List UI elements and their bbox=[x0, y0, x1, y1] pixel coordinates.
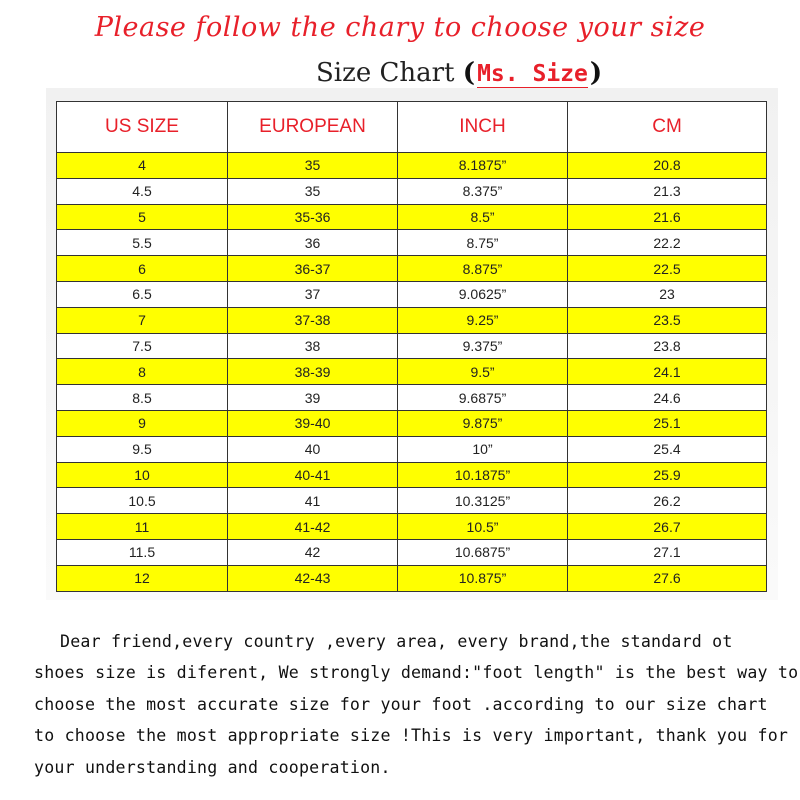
table-header-row bbox=[57, 102, 767, 153]
cell-cm: 21.3 bbox=[568, 178, 767, 204]
cell-cm: 25.9 bbox=[568, 462, 767, 488]
table-row bbox=[57, 333, 767, 359]
table-row bbox=[57, 565, 767, 591]
table-row bbox=[57, 281, 767, 307]
cell-inch: 9.6875” bbox=[398, 385, 568, 411]
chart-title-open-paren: ( bbox=[462, 58, 476, 88]
chart-title bbox=[316, 58, 602, 88]
cell-european: 35 bbox=[228, 153, 398, 179]
cell-european: 36 bbox=[228, 230, 398, 256]
cell-us-size: 8 bbox=[57, 359, 228, 385]
cell-cm: 22.2 bbox=[568, 230, 767, 256]
table-row bbox=[57, 230, 767, 256]
cell-european: 35-36 bbox=[228, 204, 398, 230]
table-row bbox=[57, 153, 767, 179]
cell-us-size: 10 bbox=[57, 462, 228, 488]
table-row bbox=[57, 385, 767, 411]
table-row bbox=[57, 462, 767, 488]
chart-title-close-paren: ) bbox=[589, 58, 603, 88]
cell-cm: 21.6 bbox=[568, 204, 767, 230]
table-row bbox=[57, 178, 767, 204]
cell-us-size: 9 bbox=[57, 410, 228, 436]
size-chart-table bbox=[56, 101, 767, 592]
cell-european: 35 bbox=[228, 178, 398, 204]
cell-inch: 9.0625” bbox=[398, 281, 568, 307]
table-row bbox=[57, 514, 767, 540]
table-body bbox=[57, 153, 767, 592]
cell-inch: 10.6875” bbox=[398, 539, 568, 565]
cell-inch: 9.875” bbox=[398, 410, 568, 436]
table-row bbox=[57, 359, 767, 385]
cell-inch: 9.5” bbox=[398, 359, 568, 385]
cell-inch: 8.875” bbox=[398, 256, 568, 282]
cell-us-size: 7 bbox=[57, 307, 228, 333]
table-row bbox=[57, 307, 767, 333]
note-line: choose the most accurate size for your foot .according to our size chart bbox=[34, 694, 768, 714]
cell-us-size: 4 bbox=[57, 153, 228, 179]
cell-inch: 10.875” bbox=[398, 565, 568, 591]
cell-us-size: 10.5 bbox=[57, 488, 228, 514]
cell-european: 40 bbox=[228, 436, 398, 462]
cell-inch: 8.1875” bbox=[398, 153, 568, 179]
cell-cm: 23.5 bbox=[568, 307, 767, 333]
header-inch: INCH bbox=[398, 102, 568, 153]
note-line: Dear friend,every country ,every area, every brand,the standard ot bbox=[60, 632, 733, 651]
cell-cm: 24.1 bbox=[568, 359, 767, 385]
note-line: your understanding and cooperation. bbox=[34, 757, 391, 777]
cell-european: 41-42 bbox=[228, 514, 398, 540]
cell-european: 37 bbox=[228, 281, 398, 307]
table-row bbox=[57, 488, 767, 514]
cell-european: 40-41 bbox=[228, 462, 398, 488]
cell-inch: 10” bbox=[398, 436, 568, 462]
chart-title-label: Size Chart bbox=[316, 58, 455, 88]
cell-inch: 10.5” bbox=[398, 514, 568, 540]
cell-cm: 20.8 bbox=[568, 153, 767, 179]
cell-cm: 23 bbox=[568, 281, 767, 307]
header-us-size: US SIZE bbox=[57, 102, 228, 153]
cell-inch: 8.375” bbox=[398, 178, 568, 204]
note-line: shoes size is diferent, We strongly demand:"foot length" is the best way to bbox=[34, 663, 799, 683]
page-headline: Please follow the chary to choose your size bbox=[94, 12, 706, 43]
table-row bbox=[57, 204, 767, 230]
cell-us-size: 7.5 bbox=[57, 333, 228, 359]
size-advice-note bbox=[34, 626, 799, 783]
cell-us-size: 8.5 bbox=[57, 385, 228, 411]
cell-cm: 27.1 bbox=[568, 539, 767, 565]
table-row bbox=[57, 256, 767, 282]
note-line: to choose the most appropriate size !This is very important, thank you for bbox=[34, 726, 789, 746]
cell-inch: 8.5” bbox=[398, 204, 568, 230]
cell-cm: 26.7 bbox=[568, 514, 767, 540]
cell-european: 39-40 bbox=[228, 410, 398, 436]
cell-us-size: 4.5 bbox=[57, 178, 228, 204]
cell-inch: 10.3125” bbox=[398, 488, 568, 514]
cell-us-size: 6.5 bbox=[57, 281, 228, 307]
header-cm: CM bbox=[568, 102, 767, 153]
cell-cm: 22.5 bbox=[568, 256, 767, 282]
cell-cm: 24.6 bbox=[568, 385, 767, 411]
cell-european: 42-43 bbox=[228, 565, 398, 591]
cell-us-size: 11 bbox=[57, 514, 228, 540]
cell-european: 36-37 bbox=[228, 256, 398, 282]
cell-cm: 26.2 bbox=[568, 488, 767, 514]
table-row bbox=[57, 436, 767, 462]
cell-us-size: 9.5 bbox=[57, 436, 228, 462]
cell-european: 38 bbox=[228, 333, 398, 359]
cell-inch: 8.75” bbox=[398, 230, 568, 256]
cell-us-size: 6 bbox=[57, 256, 228, 282]
cell-cm: 25.4 bbox=[568, 436, 767, 462]
chart-title-variant: Ms. Size bbox=[477, 61, 588, 87]
cell-inch: 9.375” bbox=[398, 333, 568, 359]
cell-european: 41 bbox=[228, 488, 398, 514]
cell-cm: 27.6 bbox=[568, 565, 767, 591]
cell-inch: 9.25” bbox=[398, 307, 568, 333]
cell-us-size: 5 bbox=[57, 204, 228, 230]
cell-inch: 10.1875” bbox=[398, 462, 568, 488]
cell-european: 38-39 bbox=[228, 359, 398, 385]
cell-us-size: 12 bbox=[57, 565, 228, 591]
cell-us-size: 11.5 bbox=[57, 539, 228, 565]
table-row bbox=[57, 539, 767, 565]
cell-european: 42 bbox=[228, 539, 398, 565]
table-row bbox=[57, 410, 767, 436]
cell-cm: 23.8 bbox=[568, 333, 767, 359]
cell-european: 39 bbox=[228, 385, 398, 411]
cell-cm: 25.1 bbox=[568, 410, 767, 436]
cell-us-size: 5.5 bbox=[57, 230, 228, 256]
cell-european: 37-38 bbox=[228, 307, 398, 333]
header-european: EUROPEAN bbox=[228, 102, 398, 153]
